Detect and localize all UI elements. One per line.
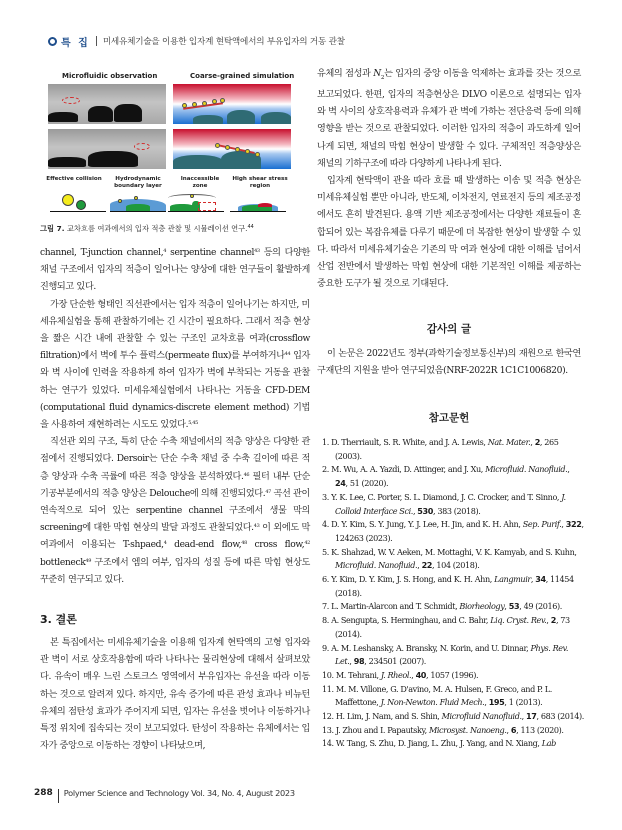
reference-item: 8. A. Sengupta, S. Herminghau, and C. Bahr, Liq. Cryst. Rev., 2, 73 (2014).	[322, 615, 570, 639]
text-run: bottleneck	[40, 557, 86, 568]
reference-journal: Biorheology	[459, 601, 505, 612]
reference-journal: Langmuir	[494, 574, 531, 585]
reference-item: 2. M. Wu, A. A. Yazdi, D. Attinger, and J. Xu, Microfluid. Nanofluid., 24, 51 (2020).	[322, 464, 570, 489]
reference-volume: 34	[535, 574, 546, 585]
paragraph	[40, 297, 310, 435]
page-footer	[34, 786, 295, 800]
high-shear-schematic	[230, 194, 286, 212]
reference-number: 10.	[322, 669, 334, 680]
citation: 4	[163, 540, 167, 547]
footer-divider	[58, 789, 59, 803]
reference-item	[322, 737, 584, 751]
citation: 44	[284, 351, 291, 358]
reference-volume: 22	[421, 560, 433, 571]
references-heading: 참고문헌	[428, 412, 470, 424]
effective-collision-schematic	[50, 194, 106, 212]
journal-citation: Polymer Science and Technology Vol. 34, No. 4, August 2023	[63, 788, 295, 798]
reference-authors: Y. K. Lee, C. Porter, S. L. Diamond, J. C. Crocker, and T. Sinno,	[331, 491, 562, 502]
header-divider	[96, 36, 97, 46]
reference-list	[322, 436, 584, 751]
reference-journal: Microfluid. Nanofluid.	[335, 560, 418, 571]
reference-pages-year: , 73 (2014).	[335, 615, 570, 639]
figure-7	[40, 72, 310, 212]
text-run: dead-end flow,	[166, 540, 242, 551]
reference-pages-year: , 104 (2018).	[432, 560, 480, 571]
reference-authors: Y. Kim, D. Y. Kim, J. S. Hong, and K. H. Ahn,	[331, 574, 495, 585]
reference-journal: J. Rheol.	[380, 669, 412, 680]
paragraph	[40, 434, 310, 589]
reference-journal: Liq. Cryst. Rev.	[490, 615, 547, 626]
microfluidic-image-top	[48, 84, 166, 124]
text-run: 는 입자의 중앙 이동을 억제하는 효과를 갖는 것으로 보고되었다. 한편, 입자의 적층현상은 DLVO 이론으로 설명되는 입자와 벽 사이의 상호작용력과 유체가 관 벽에 가하는 전단응력 등에 의해 영향을 받는 것으로 관찰되었다. 이러한 입자의 적층이 과도하게 일어나게 되면, 채널의 막힘 현상이 발생할 수 있다. 구체적인 적층양상은 채널의 기하구조에 따라 다양하게 나타나게 된다.	[317, 69, 581, 169]
paragraph: 본 특집에서는 미세유체기술을 이용해 입자계 현탁액의 고형 입자와 관 벽이 서로 상호작용함에 따라 나타나는 물리현상에 대해서 살펴보았다. 유속이 매우 느린 스토크스 영역에서 부유입자는 유선을 따라 이동하는 것으로 알려져 있다. 하지만, 유속 증가에 따른 관성 효과나 비뉴턴유체의 점탄성 효과가 주어지게 되면, 입자는 유선을 벗어나 이동하거나 특정 위치에 집속되는 것이 보고되었다. 탄성이 작용하는 유체에서는 입자가 중앙으로 이동하는 경향이 나타났으며,	[40, 638, 310, 752]
reference-volume: 322	[565, 519, 582, 530]
reference-item: 1. D. Therriault, S. R. White, and J. A. Lewis, Nat. Mater., 2, 265 (2003).	[322, 437, 559, 461]
reference-pages-year: , 383 (2018).	[433, 505, 481, 516]
reference-pages-year: , 49 (2016).	[519, 601, 562, 612]
reference-pages-year: , 1 (2013).	[504, 697, 543, 708]
reference-item: 4. D. Y. Kim, S. Y. Jung, Y. J. Lee, H. Jin, and K. H. Ahn, Sep. Purif., 322, 124263 (2023).	[322, 519, 584, 543]
reference-pages-year: , 234501 (2007).	[364, 656, 426, 667]
reference-pages-year: , 124263 (2023).	[335, 519, 584, 543]
reference-item: 12. H. Lim, J. Nam, and S. Shin, Microfluid Nanofluid., 17, 683 (2014).	[322, 711, 584, 722]
citation: 4	[163, 248, 167, 254]
reference-volume: 24	[335, 478, 346, 489]
reference-number: 8.	[322, 615, 329, 626]
reference-authors: M. Wu, A. A. Yazdi, D. Attinger, and J. Xu,	[331, 464, 486, 475]
reference-number: 6.	[322, 574, 329, 585]
reference-volume: 17	[526, 711, 537, 722]
acknowledgement-body	[317, 346, 581, 380]
reference-journal: Nat. Mater.	[487, 437, 531, 447]
reference-item: 7. L. Martin-Alarcon and T. Schmidt, Biorheology, 53, 49 (2016).	[322, 601, 562, 612]
text-run: 필터 내부 단순 기공부분에서의 적층 양상은 Delouche에 의해 진행되었다.	[40, 471, 310, 499]
symbol-subscript: 2	[380, 74, 385, 81]
reference-number: 1.	[322, 437, 329, 447]
reference-number: 12.	[322, 711, 334, 722]
text-run: 입자와 벽 사이에 인력을 작용하게 하여 입자가 벽에 부착되는 거동을 관찰하는 연구가 있었다. 미세유체실험에서 나타나는 거동을 CFD-DEM (computational fluid dynamics-discrete element method) 기법을 사용하여 재현하려는 시도도 있었다.	[40, 351, 311, 431]
paragraph	[317, 66, 581, 173]
acknowledgement-heading: 감사의 글	[426, 323, 472, 335]
paragraph: 입자계 현탁액이 관을 따라 흐를 때 발생하는 이송 및 적층 현상은 미세유체실험 뿐만 아니라, 반도체, 이차전지, 연료전지 등의 제조공정에서도 흔히 발견된다. 용액 기반 제조공정에서는 다양한 재료들이 혼합되어 있는 복잡유체를 다루기 때문에 더 복잡한 현상이 발생할 수 있다. 따라서 미세유체기술은 기존의 막 여과 현상에 대한 이해를 넘어서 산업 전반에서 발생하는 막힘 현상에 대한 기본적인 이해를 제공하는 중요한 도구가 될 것으로 기대된다.	[317, 176, 581, 290]
reference-volume: 40	[415, 669, 427, 680]
reference-item: 3. Y. K. Lee, C. Porter, S. L. Diamond, J. C. Crocker, and T. Sinno, J. Colloid Interface Sci., 530, 383 (2018).	[322, 491, 566, 516]
reference-volume: 195	[488, 697, 505, 708]
reference-item: 13. J. Zhou and I. Papautsky, Microsyst. Nanoeng., 6, 113 (2020).	[322, 724, 564, 735]
conclusion-heading: 3. 결론	[40, 613, 77, 626]
reference-authors: L. Martin-Alarcon and T. Schmidt,	[331, 601, 460, 612]
reference-number: 13.	[322, 724, 334, 735]
symbol-n: N	[373, 69, 381, 79]
citation: 5,45	[188, 420, 198, 427]
citation: 49	[85, 557, 92, 564]
reference-number: 2.	[322, 464, 329, 475]
reference-item: 11. M. M. Villone, G. D'avino, M. A. Hulsen, F. Greco, and P. L. Maffettone, J. Non-Newton. Fluid Mech., 195, 1 (2013).	[322, 683, 552, 708]
text-run: 가장 단순한 형태인 직선관에서는 입자 적층이 일어나기는 하지만, 미세유체실험을 통해 관찰하기에는 긴 시간이 필요하다. 그래서 적층 현상을 짧은 시간 내에 관찰할 수 있는 구조인 교차흐름 여과(crossflow filtration)에서 벽에 투수 플럭스(permeate flux)를 부여하거나	[40, 299, 310, 362]
left-column-body	[40, 245, 310, 589]
citation: 46	[243, 471, 250, 478]
reference-journal: Sep. Purif.	[522, 519, 562, 530]
text-run: serpentine channel	[166, 248, 255, 258]
reference-journal: J. Colloid Interface Sci.	[335, 491, 566, 516]
citation: 48	[241, 540, 247, 547]
reference-pages-year: , 1057 (1996).	[426, 669, 479, 680]
mechanism-label-1: Effective collision	[46, 176, 102, 182]
inaccessible-zone-schematic	[168, 194, 224, 212]
reference-authors: D. Y. Kim, S. Y. Jung, Y. J. Lee, H. Jin, and K. H. Ahn,	[331, 519, 523, 530]
reference-volume: 530	[417, 505, 433, 516]
reference-pages-year: , 11454 (2018).	[335, 574, 574, 598]
reference-item: 9. A. M. Leshansky, A. Bransky, N. Korin, and U. Dinnar, Phys. Rev. Let., 98, 234501 (2007).	[322, 642, 569, 667]
reference-journal: Microfluid Nanofluid.	[441, 711, 522, 722]
mechanism-label-3: Inaccessible zone	[180, 176, 220, 189]
reference-authors: M. Tehrani,	[335, 669, 381, 680]
mechanism-label-4: High shear stress region	[232, 176, 288, 189]
citation: 43	[253, 523, 260, 530]
paragraph	[40, 245, 310, 297]
reference-number: 3.	[322, 491, 329, 502]
reference-authors: K. Shahzad, W. V. Aeken, M. Mottaghi, V. K. Kamyab, and S. Kuhn,	[331, 546, 577, 557]
reference-volume: 53	[508, 601, 520, 612]
reference-pages-year: , 265 (2003).	[335, 437, 559, 461]
reference-number: 5.	[322, 546, 329, 557]
reference-authors: J. Zhou and I. Papautsky,	[335, 724, 429, 735]
reference-pages-year: , 113 (2020).	[516, 724, 564, 735]
figure-heading-microfluidic: Microfluidic observation	[62, 72, 158, 80]
running-title: 미세유체기술을 이용한 입자계 현탁액에서의 부유입자의 거동 관찰	[102, 37, 345, 47]
reference-authors: A. Sengupta, S. Herminghau, and C. Bahr,	[331, 615, 491, 626]
reference-item: 5. K. Shahzad, W. V. Aeken, M. Mottaghi, V. K. Kamyab, and S. Kuhn, Microfluid. Nanofluid., 22, 104 (2018).	[322, 546, 577, 571]
reference-authors: M. M. Villone, G. D'avino, M. A. Hulsen, F. Greco, and P. L. Maffettone,	[335, 683, 552, 708]
reference-authors: W. Tang, S. Zhu, D. Jiang, L. Zhu, J. Yang, and N. Xiang,	[335, 738, 542, 749]
reference-journal: Microsyst. Nanoeng.	[428, 724, 507, 735]
text-run: cross flow,	[246, 540, 305, 551]
reference-volume: 2	[534, 437, 540, 447]
reference-volume: 98	[353, 656, 365, 667]
microfluidic-image-bottom	[48, 129, 166, 169]
text-run: 유체의 점성과	[317, 69, 374, 79]
mechanism-label-2: Hydrodynamic boundary layer	[114, 176, 162, 189]
running-header	[48, 33, 345, 49]
reference-volume: 6	[510, 724, 517, 735]
reference-journal: J. Non-Newton. Fluid Mech.	[380, 697, 485, 708]
reference-journal: Lab	[541, 738, 556, 749]
boundary-layer-schematic	[110, 194, 166, 212]
reference-authors: D. Therriault, S. R. White, and J. A. Lewis,	[331, 437, 488, 447]
circle-bullet-icon	[48, 37, 57, 46]
reference-number: 14.	[322, 738, 334, 749]
reference-volume: 2	[550, 615, 556, 626]
text-run: channel, T-junction channel,	[40, 248, 164, 258]
figure-caption-label: 그림 7.	[40, 224, 65, 233]
text-run: 곡선 관이 연속적으로 되어 있는 serpentine channel 구조에서 생물 막의 screening에 대한 막힘 현상의 발달 과정도 관찰되었다.	[40, 488, 310, 534]
text-run: 구조에서 엠의 여부, 입자의 성질 등에 따른 막힘 현상도 꾸준히 연구되고 있다.	[40, 557, 310, 585]
reference-pages-year: , 683 (2014).	[536, 711, 584, 722]
figure-caption-text: 교차흐름 여과에서의 입자 적층 관찰 및 시뮬레이션 연구.	[64, 224, 248, 233]
reference-journal: Phys. Rev. Let.	[335, 642, 569, 667]
reference-item: 6. Y. Kim, D. Y. Kim, J. S. Hong, and K. H. Ahn, Langmuir, 34, 11454 (2018).	[322, 574, 574, 598]
text-run: 직선관 외의 구조, 특히 단순 수축 채널에서의 적층 양상은 다양한 관점에서 진행되었다. Dersoir는 단순 수축 채널 중 수축 길이에 따른 적층 양상과 수축 곡률에 따른 적층 양상을 분석하였다.	[40, 437, 310, 482]
figure-heading-simulation: Coarse-grained simulation	[190, 72, 295, 80]
reference-authors: H. Lim, J. Nam, and S. Shin,	[335, 711, 442, 722]
right-column-body	[317, 66, 581, 293]
reference-journal: Microfluid. Nanofluid.	[485, 464, 568, 475]
reference-pages-year: , 51 (2020).	[345, 478, 389, 489]
reference-number: 9.	[322, 642, 329, 653]
section-label: 특 집	[61, 37, 90, 49]
simulation-image-bottom	[173, 129, 291, 169]
reference-number: 7.	[322, 601, 329, 612]
reference-number: 4.	[322, 519, 329, 530]
page-number: 288	[34, 788, 53, 798]
figure-caption	[40, 224, 310, 234]
figure-caption-ref: 44	[247, 224, 254, 230]
citation: 42	[304, 540, 310, 547]
reference-authors: A. M. Leshansky, A. Bransky, N. Korin, and U. Dinnar,	[331, 642, 531, 653]
conclusion-body	[40, 635, 310, 755]
reference-item: 10. M. Tehrani, J. Rheol., 40, 1057 (1996).	[322, 669, 479, 680]
text-run: 이 외에도 막 여과에서 이용되는 T-shpaed,	[40, 523, 310, 551]
citation: 43	[254, 248, 260, 254]
text-run: 등의 다양한 채널 구조에서 입자의 적층이 일어나는 양상에 대한 연구들이 활발하게 진행되고 있다.	[40, 248, 310, 293]
simulation-image-top	[173, 84, 291, 124]
paragraph: 이 논문은 2022년도 정부(과학기술정보통신부)의 재원으로 한국연구재단의 지원을 받아 연구되었음(NRF-2022R 1C1C1006820).	[317, 349, 581, 377]
citation: 47	[265, 488, 271, 495]
reference-number: 11.	[322, 683, 334, 694]
